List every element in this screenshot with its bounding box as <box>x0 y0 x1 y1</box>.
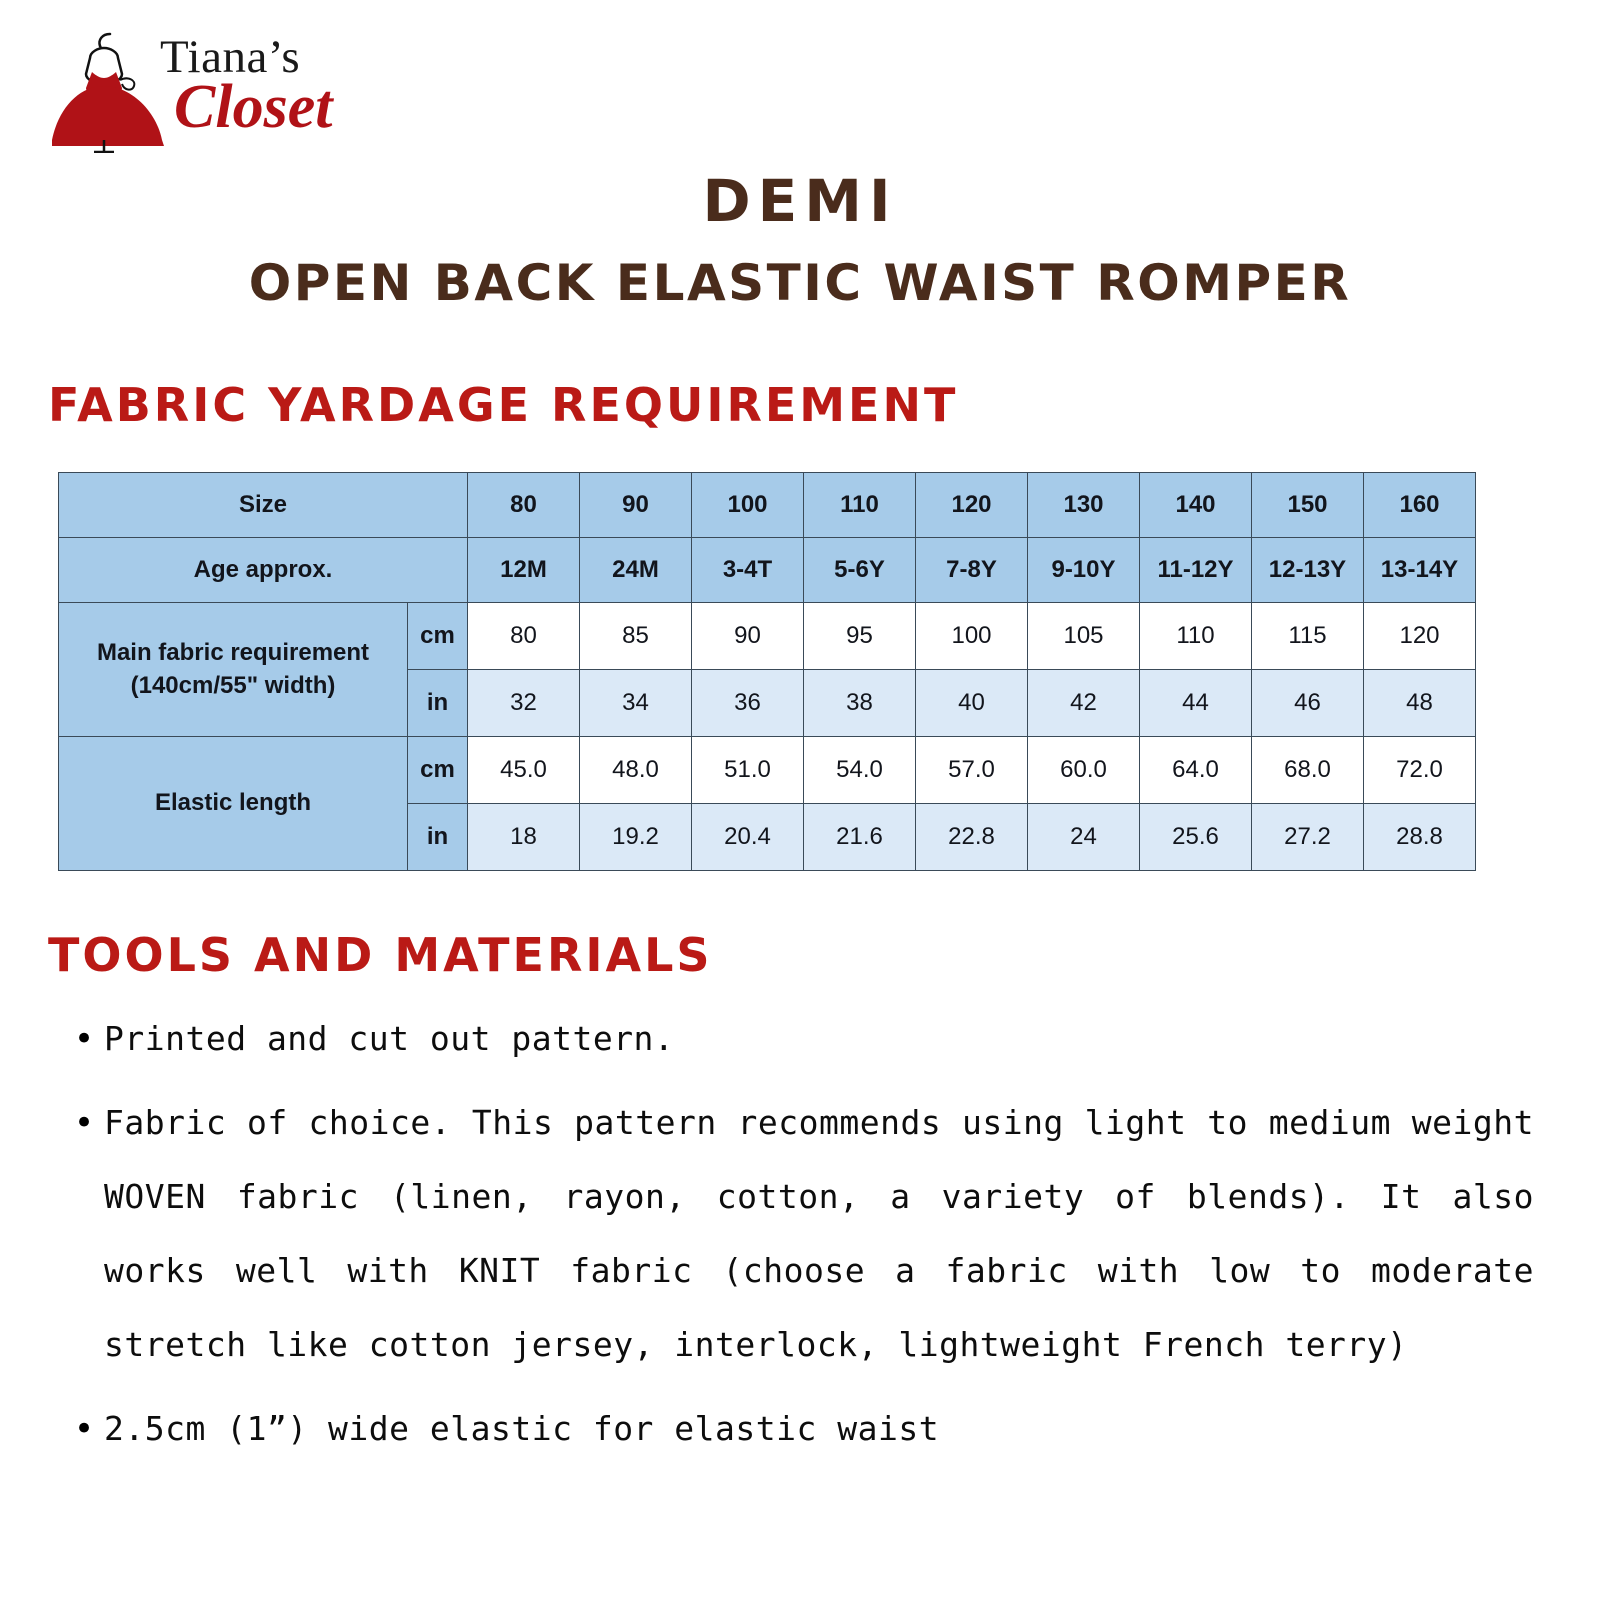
value-cell: 68.0 <box>1252 737 1364 804</box>
age-cell: 7-8Y <box>916 538 1028 603</box>
value-cell: 36 <box>692 670 804 737</box>
tools-and-materials-list <box>64 1002 1534 1476</box>
value-cell: 85 <box>580 603 692 670</box>
table-row-elastic-cm <box>59 737 1476 804</box>
fabric-yardage-table <box>58 472 1476 871</box>
value-cell: 25.6 <box>1140 804 1252 871</box>
page-title: DEMI <box>702 167 898 235</box>
value-cell: 20.4 <box>692 804 804 871</box>
row-label-elastic-length: Elastic length <box>59 737 408 871</box>
value-cell: 80 <box>468 603 580 670</box>
bullet-icon: • <box>73 1409 95 1449</box>
value-cell: 48.0 <box>580 737 692 804</box>
value-cell: 60.0 <box>1028 737 1140 804</box>
value-cell: 18 <box>468 804 580 871</box>
age-cell: 3-4T <box>692 538 804 603</box>
value-cell: 57.0 <box>916 737 1028 804</box>
value-cell: 27.2 <box>1252 804 1364 871</box>
unit-cell-cm: cm <box>408 737 468 804</box>
dress-form-icon <box>52 28 172 153</box>
bullet-icon: • <box>73 1019 95 1059</box>
brand-wordmark <box>160 31 360 154</box>
value-cell: 51.0 <box>692 737 804 804</box>
value-cell: 42 <box>1028 670 1140 737</box>
row-label-main-fabric-line2: (140cm/55" width) <box>130 671 336 699</box>
row-label-main-fabric-line1: Main fabric requirement <box>96 639 370 667</box>
value-cell: 34 <box>580 670 692 737</box>
size-cell: 120 <box>916 473 1028 538</box>
unit-cell-in: in <box>408 804 468 871</box>
value-cell: 115 <box>1252 603 1364 670</box>
value-cell: 38 <box>804 670 916 737</box>
value-cell: 54.0 <box>804 737 916 804</box>
size-cell: 100 <box>692 473 804 538</box>
bullet-icon: • <box>73 1103 95 1143</box>
size-cell: 160 <box>1364 473 1476 538</box>
section-heading-tools-and-materials: TOOLS AND MATERIALS <box>48 928 713 982</box>
size-cell: 90 <box>580 473 692 538</box>
age-cell: 13-14Y <box>1364 538 1476 603</box>
list-item-text: 2.5cm (1”) wide elastic for elastic waist <box>104 1409 940 1448</box>
list-item-text: Fabric of choice. This pattern recommends using light to medium weight WOVEN fabric (linen, rayon, cotton, a variety of blends). It also works well with KNIT fabric (choose a fabric with low to moderate stretch like cotton jersey, interlock, lightweight French terry) <box>104 1103 1534 1364</box>
list-item <box>64 1392 1534 1466</box>
table-row-main-fabric-cm <box>59 603 1476 670</box>
age-cell: 12M <box>468 538 580 603</box>
brand-logo <box>52 28 352 153</box>
table-row-age <box>59 538 1476 603</box>
row-label-age: Age approx. <box>59 538 468 603</box>
value-cell: 40 <box>916 670 1028 737</box>
list-item <box>64 1002 1534 1076</box>
section-heading-fabric-yardage: FABRIC YARDAGE REQUIREMENT <box>48 378 959 432</box>
value-cell: 45.0 <box>468 737 580 804</box>
value-cell: 32 <box>468 670 580 737</box>
unit-cell-cm: cm <box>408 603 468 670</box>
age-cell: 9-10Y <box>1028 538 1140 603</box>
value-cell: 28.8 <box>1364 804 1476 871</box>
value-cell: 105 <box>1028 603 1140 670</box>
brand-name-line1: Tiana’s <box>160 31 301 83</box>
value-cell: 24 <box>1028 804 1140 871</box>
size-cell: 140 <box>1140 473 1252 538</box>
size-cell: 150 <box>1252 473 1364 538</box>
page-subtitle: OPEN BACK ELASTIC WAIST ROMPER <box>248 254 1352 312</box>
value-cell: 19.2 <box>580 804 692 871</box>
table-row-size <box>59 473 1476 538</box>
size-cell: 110 <box>804 473 916 538</box>
value-cell: 100 <box>916 603 1028 670</box>
size-cell: 130 <box>1028 473 1140 538</box>
age-cell: 24M <box>580 538 692 603</box>
list-item <box>64 1086 1534 1382</box>
value-cell: 72.0 <box>1364 737 1476 804</box>
value-cell: 120 <box>1364 603 1476 670</box>
row-label-size: Size <box>59 473 468 538</box>
unit-cell-in: in <box>408 670 468 737</box>
value-cell: 44 <box>1140 670 1252 737</box>
value-cell: 110 <box>1140 603 1252 670</box>
age-cell: 11-12Y <box>1140 538 1252 603</box>
value-cell: 90 <box>692 603 804 670</box>
value-cell: 64.0 <box>1140 737 1252 804</box>
value-cell: 95 <box>804 603 916 670</box>
age-cell: 12-13Y <box>1252 538 1364 603</box>
age-cell: 5-6Y <box>804 538 916 603</box>
size-cell: 80 <box>468 473 580 538</box>
value-cell: 21.6 <box>804 804 916 871</box>
brand-name-line2: Closet <box>174 73 333 141</box>
list-item-text: Printed and cut out pattern. <box>104 1019 675 1058</box>
value-cell: 46 <box>1252 670 1364 737</box>
value-cell: 48 <box>1364 670 1476 737</box>
row-label-main-fabric <box>59 603 408 737</box>
value-cell: 22.8 <box>916 804 1028 871</box>
